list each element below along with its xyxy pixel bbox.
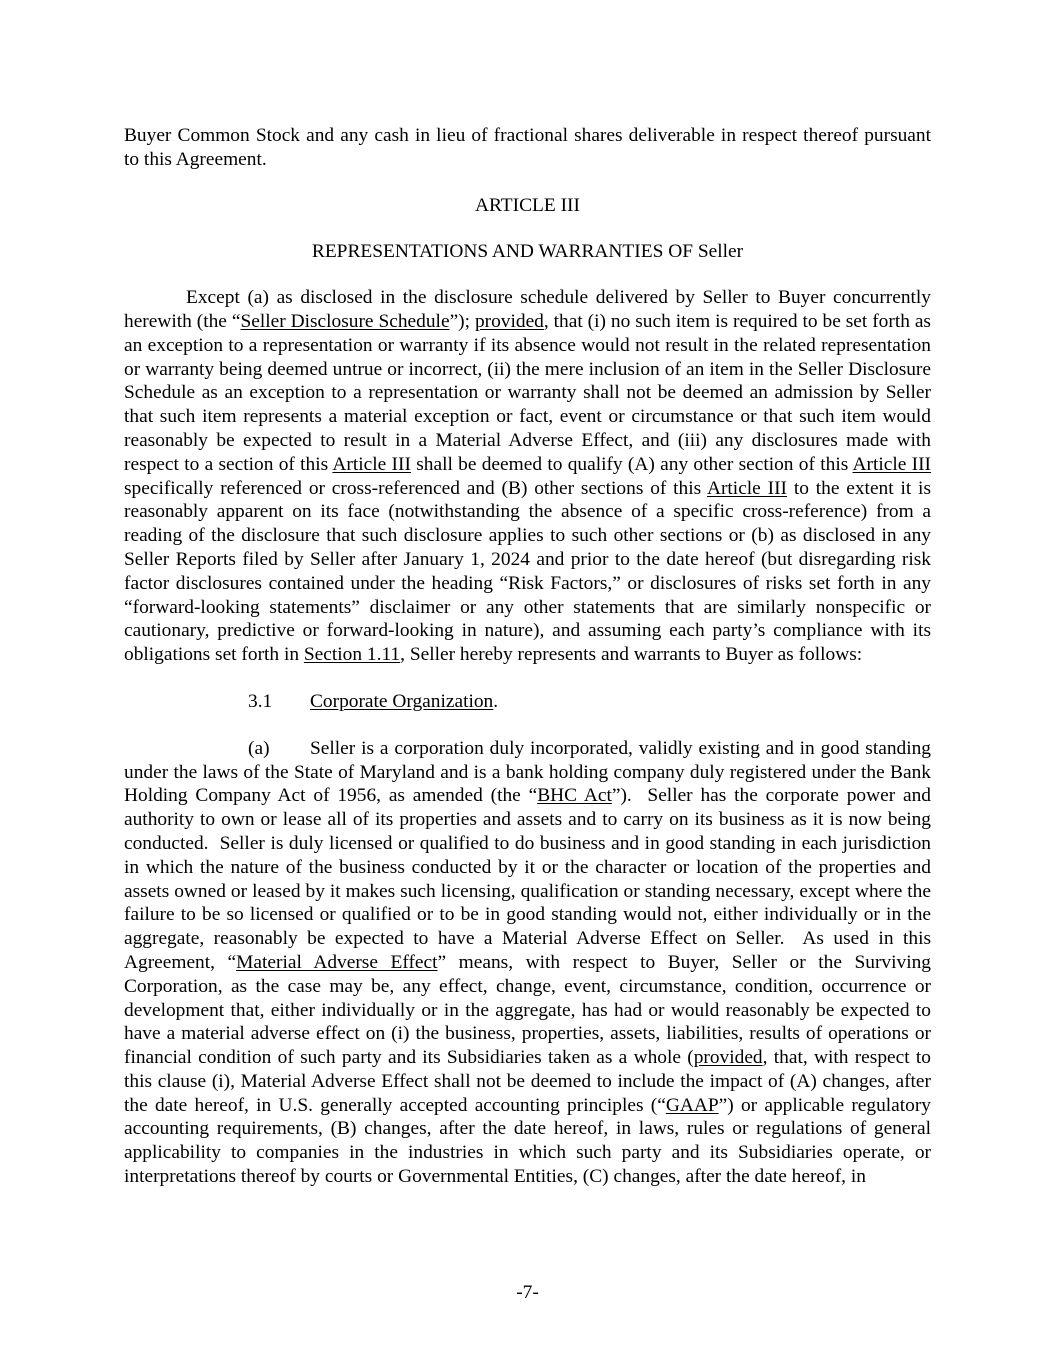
intro-text: Except (a) as disclosed in the disclosure schedule delivered by Seller to Buyer concurrently herewith (the “ [124, 287, 931, 332]
section-title: Corporate Organization [310, 690, 494, 712]
carryover-paragraph: Buyer Common Stock and any cash in lieu of fractional shares deliverable in respect thereof pursuant to this Agreement. [124, 125, 931, 170]
section-punct: . [493, 690, 499, 712]
subsection-text: , that, with respect to this clause (i), Material Adverse Effect shall not be deemed to include the impact of (A) changes, after the date hereof, in U.S. generally accepted accounting principles (“ [124, 1047, 931, 1116]
defined-term-provided: provided [693, 1047, 763, 1069]
defined-term-material-adverse-effect: Material Adverse Effect [236, 951, 438, 973]
intro-paragraph [124, 286, 931, 667]
defined-term-provided: provided [474, 310, 544, 332]
section-number: 3.1 [248, 690, 273, 712]
subsection-text: Seller is a corporation duly incorporated, validly existing and in good standing under the laws of the State of Maryland and is a bank holding company duly registered under the Bank Holding Company Act of 1956, as amended (the “ [124, 737, 931, 807]
intro-text: , that (i) no such item is required to be set forth as an exception to a representation or warranty if its absence would not result in the related representation or warranty being deemed untrue or incorrect, (ii) the mere inclusion of an item in the Seller Disclosure Schedule as an exception to a representation or warranty shall not be deemed an admission by Seller that such item represents a material exception or fact, event or circumstance or that such item would reasonably be expected to result in a Material Adverse Effect, and (iii) any disclosures made with respect to a section of this [124, 310, 931, 475]
intro-text: specifically referenced or cross-referenced and (B) other sections of this [124, 477, 707, 499]
article-title: REPRESENTATIONS AND WARRANTIES OF Seller [311, 241, 744, 263]
cross-reference-article-iii: Article III [706, 477, 787, 499]
subsection-text: ”) or applicable regulatory accounting requirements, (B) changes, after the date hereof, in laws, rules or regulations of general applicability to companies in the industries in which such party and its Subsidiaries operate, or interpretations thereof by courts or Governmental Entities, (C) changes, after the date hereof, in [124, 1094, 932, 1188]
intro-text: to the extent it is reasonably apparent on its face (notwithstanding the absence of a specific cross-reference) from a reading of the disclosure that such disclosure applies to such other sections or (b) as disclosed in any Seller Reports filed by Seller after January 1, 2024 and prior to the date hereof (but disregarding risk factor disclosures contained under the heading “Risk Factors,” or disclosures of risks set forth in any “forward-looking statements” disclaimer or any other statements that are similarly nonspecific or cautionary, predictive or forward-looking in nature), and assuming each party’s compliance with its obligations set forth in [124, 477, 931, 666]
subsection-text: ” means, with respect to Buyer, Seller or the Surviving Corporation, as the case may be, any effect, change, event, circumstance, condition, occurrence or development that, either individually or in the aggregate, has had or would reasonably be expected to have a material adverse effect on (i) the business, properties, assets, liabilities, results of operations or financial condition of such party and its Subsidiaries taken as a whole ( [124, 951, 931, 1069]
defined-term-bhc-act: BHC Act [537, 785, 612, 807]
intro-text: , Seller hereby represents and warrants to Buyer as follows: [400, 644, 863, 666]
subsection-text: ”). Seller has the corporate power and authority to own or lease all of its properties and assets and to carry on its business as it is now being conducted. Seller is duly licensed or qualified to do business and in good standing in each jurisdiction in which the nature of the business conducted by it or the character or location of the properties and assets owned or leased by it makes such licensing, qualification or standing necessary, except where the failure to be so licensed or qualified or to be in good standing would not, either individually or in the aggregate, reasonably be expected to have a Material Adverse Effect on Seller. As used in this Agreement, “ [124, 785, 931, 973]
cross-reference-article-iii: Article III [332, 453, 411, 475]
page-number: -7- [516, 1282, 539, 1303]
defined-term-seller-disclosure-schedule: Seller Disclosure Schedule [240, 310, 450, 332]
document-page [124, 124, 931, 1189]
section-heading [124, 690, 931, 714]
cross-reference-article-iii: Article III [852, 453, 932, 475]
cross-reference-section-1-11: Section 1.11 [303, 644, 401, 666]
article-heading: ARTICLE III [475, 194, 580, 216]
subsection-a-paragraph [124, 737, 931, 1189]
subsection-label: (a) [248, 737, 270, 759]
defined-term-gaap: GAAP [665, 1094, 719, 1116]
intro-text: ”); [449, 310, 475, 332]
intro-text: shall be deemed to qualify (A) any other section of this [410, 453, 853, 475]
